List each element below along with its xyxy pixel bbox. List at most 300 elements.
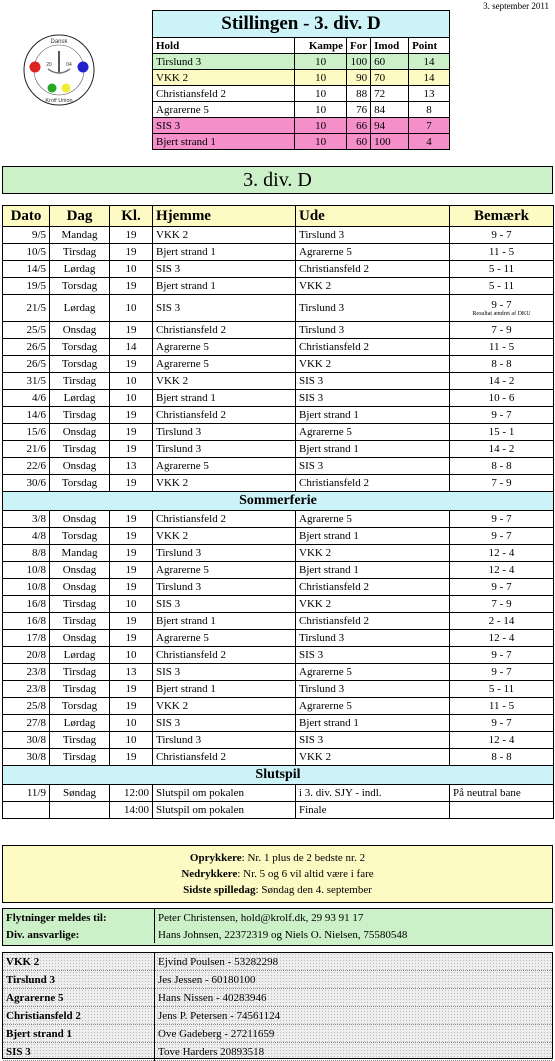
home-team: VKK 2 bbox=[153, 373, 296, 390]
standings-row bbox=[153, 54, 450, 70]
match-remark bbox=[450, 802, 554, 819]
match-date: 11/9 bbox=[3, 785, 50, 802]
match-day: Tirsdag bbox=[50, 596, 110, 613]
match-remark bbox=[450, 244, 554, 261]
match-date: 30/6 bbox=[3, 475, 50, 492]
match-day: Tirsdag bbox=[50, 664, 110, 681]
match-row bbox=[3, 698, 554, 715]
away-team: Tirslund 3 bbox=[296, 681, 450, 698]
match-time: 19 bbox=[110, 749, 153, 766]
rule-promotion: Oprykkere: Nr. 1 plus de 2 bedste nr. 2 bbox=[189, 852, 366, 864]
match-day: Onsdag bbox=[50, 322, 110, 339]
col-remark: Bemærk bbox=[450, 206, 554, 227]
match-day: Torsdag bbox=[50, 475, 110, 492]
match-row bbox=[3, 596, 554, 613]
away-team: Finale bbox=[296, 802, 450, 819]
match-remark bbox=[450, 613, 554, 630]
match-remark bbox=[450, 562, 554, 579]
match-time: 10 bbox=[110, 390, 153, 407]
match-day: Søndag bbox=[50, 785, 110, 802]
match-remark bbox=[450, 732, 554, 749]
away-team: Christiansfeld 2 bbox=[296, 261, 450, 278]
match-row bbox=[3, 227, 554, 244]
away-team: SIS 3 bbox=[296, 647, 450, 664]
home-team: Bjert strand 1 bbox=[153, 613, 296, 630]
match-date: 19/5 bbox=[3, 278, 50, 295]
match-day: Onsdag bbox=[50, 562, 110, 579]
match-day: Onsdag bbox=[50, 579, 110, 596]
match-time: 19 bbox=[110, 322, 153, 339]
home-team: Christiansfeld 2 bbox=[153, 322, 296, 339]
points-against: 70 bbox=[371, 70, 409, 86]
dku-logo bbox=[22, 33, 96, 107]
team-points: 13 bbox=[409, 86, 450, 102]
home-team: VKK 2 bbox=[153, 698, 296, 715]
standings-title: Stillingen - 3. div. D bbox=[153, 11, 450, 38]
home-team: Christiansfeld 2 bbox=[153, 407, 296, 424]
match-remark bbox=[450, 373, 554, 390]
match-day: Onsdag bbox=[50, 458, 110, 475]
match-time: 19 bbox=[110, 630, 153, 647]
match-result: 9 - 7 bbox=[491, 409, 512, 421]
match-date: 14/6 bbox=[3, 407, 50, 424]
playoff-header: Slutspil bbox=[3, 766, 554, 785]
match-time: 10 bbox=[110, 647, 153, 664]
match-day: Torsdag bbox=[50, 339, 110, 356]
home-team: VKK 2 bbox=[153, 528, 296, 545]
match-row bbox=[3, 715, 554, 732]
away-team: VKK 2 bbox=[296, 749, 450, 766]
match-time: 19 bbox=[110, 579, 153, 596]
match-date: 20/8 bbox=[3, 647, 50, 664]
points-against: 100 bbox=[371, 134, 409, 150]
match-date: 16/8 bbox=[3, 613, 50, 630]
svg-text:Dansk: Dansk bbox=[50, 39, 68, 45]
away-team: Agrarerne 5 bbox=[296, 664, 450, 681]
match-remark bbox=[450, 647, 554, 664]
away-team: SIS 3 bbox=[296, 390, 450, 407]
home-team: Agrarerne 5 bbox=[153, 562, 296, 579]
match-day: Tirsdag bbox=[50, 732, 110, 749]
match-row bbox=[3, 407, 554, 424]
match-time: 19 bbox=[110, 227, 153, 244]
home-team: Christiansfeld 2 bbox=[153, 749, 296, 766]
match-row bbox=[3, 785, 554, 802]
points-for: 66 bbox=[347, 118, 371, 134]
team-points: 8 bbox=[409, 102, 450, 118]
match-result: 5 - 11 bbox=[488, 263, 515, 275]
standings-table bbox=[152, 10, 450, 150]
svg-text:04: 04 bbox=[66, 62, 72, 68]
match-day: Onsdag bbox=[50, 511, 110, 528]
team-name: SIS 3 bbox=[153, 118, 295, 134]
contact-person: Jes Jessen - 60180100 bbox=[155, 971, 553, 989]
match-date: 30/8 bbox=[3, 749, 50, 766]
standings-row bbox=[153, 86, 450, 102]
svg-text:Krolf Union: Krolf Union bbox=[45, 98, 73, 104]
away-team: SIS 3 bbox=[296, 458, 450, 475]
away-team: Agrarerne 5 bbox=[296, 424, 450, 441]
match-result: 7 - 9 bbox=[491, 598, 512, 610]
home-team: Tirslund 3 bbox=[153, 441, 296, 458]
match-row bbox=[3, 261, 554, 278]
home-team: SIS 3 bbox=[153, 715, 296, 732]
match-result: 15 - 1 bbox=[488, 426, 515, 438]
home-team: SIS 3 bbox=[153, 664, 296, 681]
match-result: 11 - 5 bbox=[488, 246, 515, 258]
away-team: SIS 3 bbox=[296, 373, 450, 390]
col-games: Kampe bbox=[295, 38, 347, 54]
match-time: 10 bbox=[110, 596, 153, 613]
match-day: Tirsdag bbox=[50, 373, 110, 390]
away-team: Agrarerne 5 bbox=[296, 511, 450, 528]
col-home: Hjemme bbox=[153, 206, 296, 227]
match-day: Tirsdag bbox=[50, 407, 110, 424]
match-time: 10 bbox=[110, 295, 153, 322]
away-team: Bjert strand 1 bbox=[296, 441, 450, 458]
svg-text:20: 20 bbox=[46, 62, 52, 68]
match-result: 9 - 7 bbox=[491, 513, 512, 525]
match-remark bbox=[450, 407, 554, 424]
match-remark bbox=[450, 458, 554, 475]
match-time: 19 bbox=[110, 407, 153, 424]
match-date: 26/5 bbox=[3, 339, 50, 356]
match-time: 19 bbox=[110, 441, 153, 458]
contact-team: SIS 3 bbox=[3, 1043, 155, 1061]
match-day bbox=[50, 802, 110, 819]
match-date: 4/8 bbox=[3, 528, 50, 545]
match-date: 27/8 bbox=[3, 715, 50, 732]
away-team: Bjert strand 1 bbox=[296, 715, 450, 732]
games-played: 10 bbox=[295, 70, 347, 86]
home-team: Slutspil om pokalen bbox=[153, 785, 296, 802]
match-remark bbox=[450, 441, 554, 458]
match-result: 8 - 8 bbox=[491, 358, 512, 370]
contacts-box bbox=[2, 952, 553, 1059]
match-time: 19 bbox=[110, 475, 153, 492]
match-day: Lørdag bbox=[50, 715, 110, 732]
match-row bbox=[3, 681, 554, 698]
match-row bbox=[3, 373, 554, 390]
match-day: Torsdag bbox=[50, 528, 110, 545]
contact-row bbox=[3, 1025, 552, 1043]
match-remark bbox=[450, 698, 554, 715]
print-date: 3. september 2011 bbox=[483, 1, 549, 11]
match-date bbox=[3, 802, 50, 819]
match-row bbox=[3, 322, 554, 339]
match-time: 10 bbox=[110, 261, 153, 278]
match-remark bbox=[450, 579, 554, 596]
match-time: 13 bbox=[110, 458, 153, 475]
match-result: 9 - 7 bbox=[491, 649, 512, 661]
standings-row bbox=[153, 102, 450, 118]
match-day: Tirsdag bbox=[50, 613, 110, 630]
match-time: 19 bbox=[110, 528, 153, 545]
match-day: Tirsdag bbox=[50, 681, 110, 698]
contact-team: Bjert strand 1 bbox=[3, 1025, 155, 1043]
home-team: Agrarerne 5 bbox=[153, 339, 296, 356]
admin-row-moves: Flytninger meldes til: Peter Christensen, hold@krolf.dk, 29 93 91 17 bbox=[3, 909, 552, 926]
match-row bbox=[3, 749, 554, 766]
match-row bbox=[3, 562, 554, 579]
match-remark bbox=[450, 339, 554, 356]
home-team: VKK 2 bbox=[153, 227, 296, 244]
away-team: Tirslund 3 bbox=[296, 295, 450, 322]
contact-row bbox=[3, 1007, 552, 1025]
match-time: 19 bbox=[110, 278, 153, 295]
home-team: Christiansfeld 2 bbox=[153, 647, 296, 664]
match-row bbox=[3, 545, 554, 562]
match-row bbox=[3, 356, 554, 373]
points-against: 84 bbox=[371, 102, 409, 118]
match-date: 4/6 bbox=[3, 390, 50, 407]
away-team: i 3. div. SJY - indl. bbox=[296, 785, 450, 802]
match-result: 12 - 4 bbox=[488, 632, 515, 644]
match-remark bbox=[450, 424, 554, 441]
match-row bbox=[3, 244, 554, 261]
col-away: Ude bbox=[296, 206, 450, 227]
match-time: 10 bbox=[110, 732, 153, 749]
match-day: Torsdag bbox=[50, 278, 110, 295]
home-team: Bjert strand 1 bbox=[153, 681, 296, 698]
games-played: 10 bbox=[295, 86, 347, 102]
away-team: SIS 3 bbox=[296, 732, 450, 749]
match-time: 10 bbox=[110, 373, 153, 390]
division-title: 3. div. D bbox=[2, 166, 553, 194]
match-remark bbox=[450, 356, 554, 373]
match-result: 5 - 11 bbox=[488, 683, 515, 695]
team-points: 4 bbox=[409, 134, 450, 150]
contact-team: Agrarerne 5 bbox=[3, 989, 155, 1007]
match-result: På neutral bane bbox=[453, 787, 521, 799]
match-time: 12:00 bbox=[110, 785, 153, 802]
home-team: Tirslund 3 bbox=[153, 579, 296, 596]
home-team: Christiansfeld 2 bbox=[153, 511, 296, 528]
points-for: 100 bbox=[347, 54, 371, 70]
match-remark bbox=[450, 278, 554, 295]
match-date: 17/8 bbox=[3, 630, 50, 647]
team-name: Christiansfeld 2 bbox=[153, 86, 295, 102]
match-result: 8 - 8 bbox=[491, 751, 512, 763]
away-team: Bjert strand 1 bbox=[296, 562, 450, 579]
team-name: VKK 2 bbox=[153, 70, 295, 86]
match-remark bbox=[450, 511, 554, 528]
home-team: Agrarerne 5 bbox=[153, 630, 296, 647]
match-result: 10 - 6 bbox=[488, 392, 515, 404]
match-result: 9 - 7 bbox=[491, 298, 512, 311]
match-day: Tirsdag bbox=[50, 749, 110, 766]
home-team: Bjert strand 1 bbox=[153, 278, 296, 295]
match-row bbox=[3, 295, 554, 322]
away-team: Bjert strand 1 bbox=[296, 528, 450, 545]
match-remark bbox=[450, 785, 554, 802]
standings-row bbox=[153, 70, 450, 86]
match-date: 10/5 bbox=[3, 244, 50, 261]
home-team: SIS 3 bbox=[153, 295, 296, 322]
away-team: Agrarerne 5 bbox=[296, 698, 450, 715]
away-team: Christiansfeld 2 bbox=[296, 475, 450, 492]
match-row bbox=[3, 511, 554, 528]
home-team: Agrarerne 5 bbox=[153, 356, 296, 373]
standings-row bbox=[153, 134, 450, 150]
match-day: Tirsdag bbox=[50, 441, 110, 458]
away-team: Christiansfeld 2 bbox=[296, 613, 450, 630]
match-result: 7 - 9 bbox=[491, 477, 512, 489]
rules-box bbox=[2, 845, 553, 903]
match-date: 9/5 bbox=[3, 227, 50, 244]
match-date: 21/5 bbox=[3, 295, 50, 322]
match-result: 11 - 5 bbox=[488, 341, 515, 353]
points-for: 88 bbox=[347, 86, 371, 102]
col-team: Hold bbox=[153, 38, 295, 54]
home-team: SIS 3 bbox=[153, 596, 296, 613]
away-team: Tirslund 3 bbox=[296, 227, 450, 244]
match-row bbox=[3, 802, 554, 819]
points-for: 76 bbox=[347, 102, 371, 118]
away-team: VKK 2 bbox=[296, 596, 450, 613]
match-remark bbox=[450, 390, 554, 407]
match-remark bbox=[450, 322, 554, 339]
away-team: Christiansfeld 2 bbox=[296, 339, 450, 356]
contact-person: Hans Nissen - 40283946 bbox=[155, 989, 553, 1007]
match-time: 13 bbox=[110, 664, 153, 681]
contact-team: Christiansfeld 2 bbox=[3, 1007, 155, 1025]
match-time: 19 bbox=[110, 356, 153, 373]
points-for: 90 bbox=[347, 70, 371, 86]
home-team: Tirslund 3 bbox=[153, 424, 296, 441]
match-date: 15/6 bbox=[3, 424, 50, 441]
match-time: 19 bbox=[110, 545, 153, 562]
match-date: 30/8 bbox=[3, 732, 50, 749]
match-row bbox=[3, 390, 554, 407]
rule-relegation: Nedrykkere: Nr. 5 og 6 vil altid være i fare bbox=[181, 868, 374, 880]
match-day: Torsdag bbox=[50, 356, 110, 373]
match-date: 3/8 bbox=[3, 511, 50, 528]
contact-team: Tirslund 3 bbox=[3, 971, 155, 989]
admin-box bbox=[2, 908, 553, 946]
team-name: Tirslund 3 bbox=[153, 54, 295, 70]
home-team: Bjert strand 1 bbox=[153, 390, 296, 407]
match-result: 9 - 7 bbox=[491, 229, 512, 241]
match-day: Torsdag bbox=[50, 698, 110, 715]
games-played: 10 bbox=[295, 134, 347, 150]
home-team: Tirslund 3 bbox=[153, 732, 296, 749]
match-row bbox=[3, 441, 554, 458]
match-time: 10 bbox=[110, 715, 153, 732]
match-result: 8 - 8 bbox=[491, 460, 512, 472]
match-remark bbox=[450, 528, 554, 545]
home-team: VKK 2 bbox=[153, 475, 296, 492]
away-team: VKK 2 bbox=[296, 545, 450, 562]
col-against: Imod bbox=[371, 38, 409, 54]
match-day: Mandag bbox=[50, 227, 110, 244]
match-time: 19 bbox=[110, 424, 153, 441]
match-remark bbox=[450, 261, 554, 278]
match-result: 12 - 4 bbox=[488, 734, 515, 746]
match-date: 31/5 bbox=[3, 373, 50, 390]
match-time: 14 bbox=[110, 339, 153, 356]
match-result: 7 - 9 bbox=[491, 324, 512, 336]
match-remark bbox=[450, 749, 554, 766]
away-team: VKK 2 bbox=[296, 278, 450, 295]
match-row bbox=[3, 424, 554, 441]
match-date: 10/8 bbox=[3, 562, 50, 579]
col-time: Kl. bbox=[110, 206, 153, 227]
match-remark bbox=[450, 227, 554, 244]
home-team: Bjert strand 1 bbox=[153, 244, 296, 261]
col-for: For bbox=[347, 38, 371, 54]
match-day: Lørdag bbox=[50, 390, 110, 407]
col-day: Dag bbox=[50, 206, 110, 227]
contact-row bbox=[3, 971, 552, 989]
match-date: 10/8 bbox=[3, 579, 50, 596]
match-date: 26/5 bbox=[3, 356, 50, 373]
match-remark bbox=[450, 681, 554, 698]
match-result: 14 - 2 bbox=[488, 443, 515, 455]
match-remark bbox=[450, 596, 554, 613]
games-played: 10 bbox=[295, 118, 347, 134]
match-row bbox=[3, 613, 554, 630]
match-day: Onsdag bbox=[50, 630, 110, 647]
admin-row-responsible: Div. ansvarlige: Hans Johnsen, 22372319 og Niels O. Nielsen, 75580548 bbox=[3, 926, 552, 943]
schedule-table bbox=[2, 205, 554, 819]
match-row bbox=[3, 528, 554, 545]
match-date: 23/8 bbox=[3, 664, 50, 681]
match-row bbox=[3, 475, 554, 492]
contact-team: VKK 2 bbox=[3, 953, 155, 971]
match-date: 23/8 bbox=[3, 681, 50, 698]
match-result: 12 - 4 bbox=[488, 564, 515, 576]
contact-person: Ove Gadeberg - 27211659 bbox=[155, 1025, 553, 1043]
match-date: 16/8 bbox=[3, 596, 50, 613]
away-team: Bjert strand 1 bbox=[296, 407, 450, 424]
match-remark bbox=[450, 715, 554, 732]
match-result: 9 - 7 bbox=[491, 666, 512, 678]
match-row bbox=[3, 630, 554, 647]
match-date: 14/5 bbox=[3, 261, 50, 278]
match-row bbox=[3, 339, 554, 356]
match-date: 25/8 bbox=[3, 698, 50, 715]
match-result: 9 - 7 bbox=[491, 717, 512, 729]
match-time: 19 bbox=[110, 681, 153, 698]
match-time: 19 bbox=[110, 511, 153, 528]
team-points: 7 bbox=[409, 118, 450, 134]
away-team: Tirslund 3 bbox=[296, 322, 450, 339]
contact-person: Tove Harders 20893518 bbox=[155, 1043, 553, 1061]
points-against: 60 bbox=[371, 54, 409, 70]
points-for: 60 bbox=[347, 134, 371, 150]
away-team: Agrarerne 5 bbox=[296, 244, 450, 261]
match-remark bbox=[450, 545, 554, 562]
match-result: 11 - 5 bbox=[488, 700, 515, 712]
match-date: 21/6 bbox=[3, 441, 50, 458]
match-day: Onsdag bbox=[50, 424, 110, 441]
match-row bbox=[3, 732, 554, 749]
match-result: 14 - 2 bbox=[488, 375, 515, 387]
match-row bbox=[3, 458, 554, 475]
col-date: Dato bbox=[3, 206, 50, 227]
contact-row bbox=[3, 1043, 552, 1061]
match-result: 9 - 7 bbox=[491, 530, 512, 542]
standings-row bbox=[153, 118, 450, 134]
match-time: 19 bbox=[110, 698, 153, 715]
match-result: 2 - 14 bbox=[488, 615, 515, 627]
match-date: 25/5 bbox=[3, 322, 50, 339]
away-team: Tirslund 3 bbox=[296, 630, 450, 647]
team-name: Bjert strand 1 bbox=[153, 134, 295, 150]
col-points: Point bbox=[409, 38, 450, 54]
match-date: 22/6 bbox=[3, 458, 50, 475]
